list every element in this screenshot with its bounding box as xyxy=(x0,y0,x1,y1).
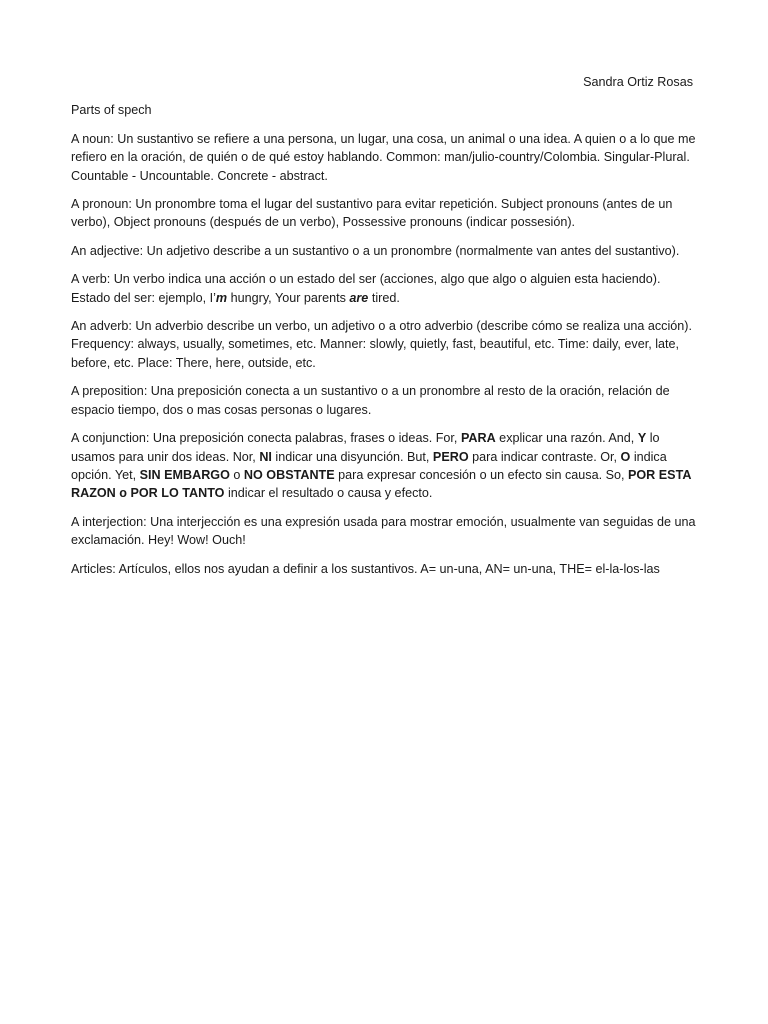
adverb-paragraph: An adverb: Un adverbio describe un verbo, un adjetivo o a otro adverbio (describe cómo se realiza una acción). Frequency: always, usually, sometimes, etc. Manner: slowly, quietly, fast, beautiful, etc. Time: daily, ever, late, before, etc. Place: There, here, outside, etc. xyxy=(71,319,692,370)
conjunction-bold-5: O xyxy=(620,449,631,464)
conjunction-text-2: explicar una razón. And, xyxy=(495,431,638,446)
preposition-paragraph: A preposition: Una preposición conecta a un sustantivo o a un pronombre al resto de la oración, relación de espacio tiempo, dos o mas cosas personas o lugares. xyxy=(71,384,670,417)
interjection-paragraph: A interjection: Una interjección es una expresión usada para mostrar emoción, usualmente van seguidas de una exclamación. Hey! Wow! Ouch! xyxy=(71,514,696,548)
conjunction-text-8: para expresar concesión o un efecto sin causa. So, xyxy=(334,467,628,482)
conjunction-bold-7: NO OBSTANTE xyxy=(243,467,335,482)
articles-paragraph: Articles: Artículos, ellos nos ayudan a definir a los sustantivos. A= un-una, AN= un-una, THE= el-la-los-las xyxy=(71,561,660,576)
conjunction-text-5: para indicar contraste. Or, xyxy=(468,449,621,464)
document-title: Parts of spech xyxy=(71,103,152,118)
conjunction-bold-8: POR ESTA RAZON o POR LO TANTO xyxy=(71,467,691,501)
conjunction-bold-2: Y xyxy=(637,431,647,446)
conjunction-bold-3: NI xyxy=(259,449,272,464)
author-name: Sandra Ortiz Rosas xyxy=(583,75,693,89)
conjunction-text-9: indicar el resultado o causa y efecto. xyxy=(224,486,433,501)
conjunction-text-7: o xyxy=(229,467,244,482)
conjunction-text-1: A conjunction: Una preposición conecta palabras, frases o ideas. For, xyxy=(71,431,461,446)
pronoun-paragraph: A pronoun: Un pronombre toma el lugar del sustantivo para evitar repetición. Subject pronouns (antes de un verbo), Object pronouns (después de un verbo), Possessive pronouns (indicar possesión). xyxy=(71,197,673,230)
verb-emphasis-1: m xyxy=(215,290,228,305)
verb-text-2: hungry, Your parents xyxy=(227,290,350,305)
noun-paragraph: A noun: Un sustantivo se refiere a una persona, un lugar, una cosa, un animal o una idea. A quien o a lo que me refiero en la oración, de quién o de qué estoy hablando. Common: man/julio-country/Colombia. Singular-Plural. Countable - Uncountable. Concrete - abstract. xyxy=(71,131,696,183)
verb-text-3: tired. xyxy=(368,290,400,305)
verb-text-1: A verb: Un verbo indica una acción o un estado del ser (acciones, algo que algo o alguien esta haciendo). Estado del ser: ejemplo, I’ xyxy=(71,272,661,305)
conjunction-bold-4: PERO xyxy=(432,449,469,464)
verb-paragraph xyxy=(71,270,698,307)
conjunction-text-3: lo usamos para unir dos ideas. Nor, xyxy=(71,431,660,464)
adjective-paragraph: An adjective: Un adjetivo describe a un sustantivo o a un pronombre (normalmente van antes del sustantivo). xyxy=(71,243,680,258)
verb-emphasis-2: are xyxy=(349,290,369,305)
conjunction-paragraph xyxy=(71,429,698,503)
conjunction-bold-1: PARA xyxy=(460,431,496,446)
conjunction-text-6: indica opción. Yet, xyxy=(71,449,667,482)
conjunction-bold-6: SIN EMBARGO xyxy=(139,467,230,482)
conjunction-text-4: indicar una disyunción. But, xyxy=(271,449,433,464)
